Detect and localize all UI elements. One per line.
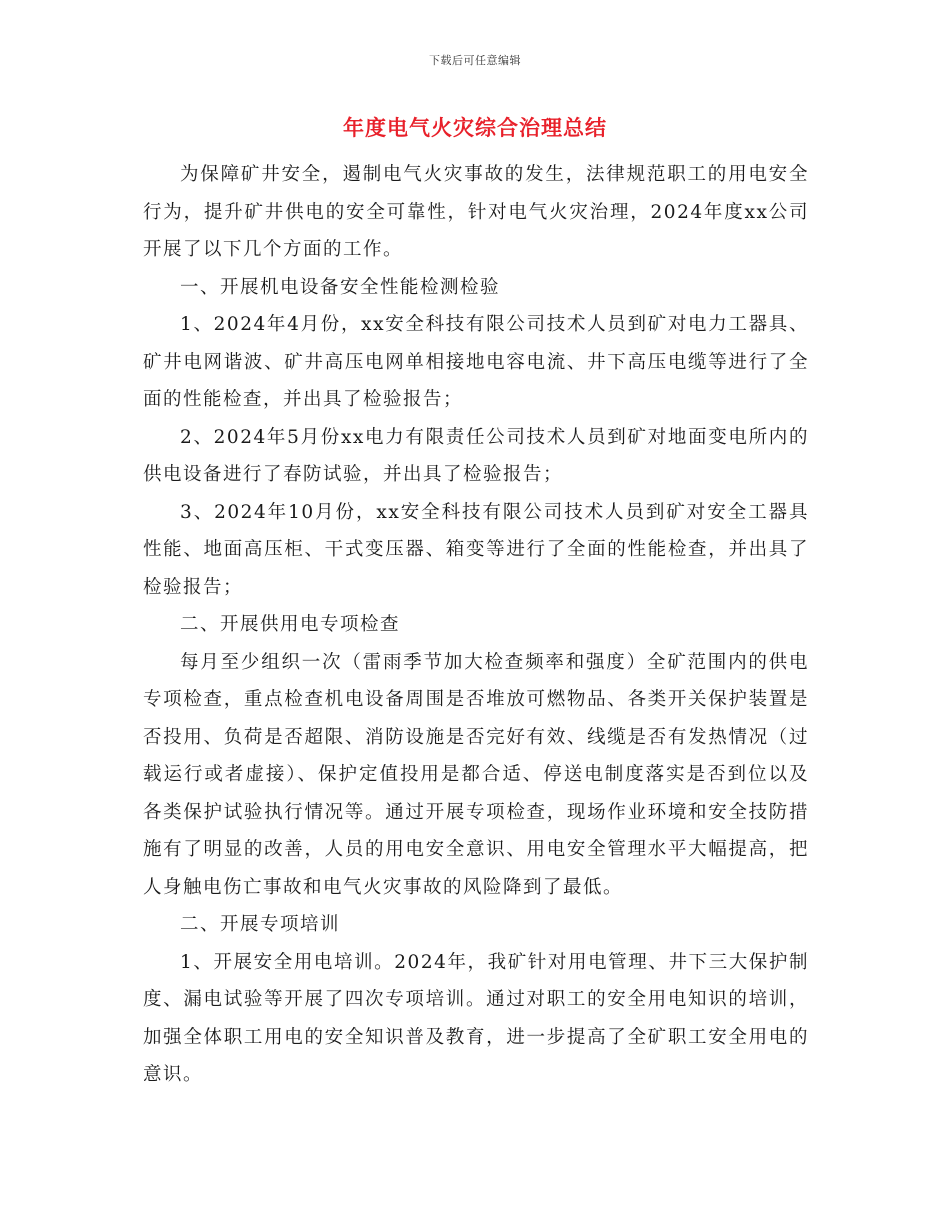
page-header: 下载后可任意编辑 xyxy=(429,54,521,67)
section-heading-special-check: 二、开展供用电专项检查 xyxy=(180,614,401,635)
document-title: 年度电气火灾综合治理总结 xyxy=(343,115,607,140)
paragraph-special-check: 每月至少组织一次（雷雨季节加大检查频率和强度）全矿范围内的供电专项检查，重点检查机电设备周围是否堆放可燃物品、各类开关保护装置是否投用、负荷是否超限、消防设施是否完好有效、线缆是否有发热情况（过载运行或者虚接）、保护定值投用是都合适、停送电制度落实是否到位以及各类保护试验执行情况等。通过开展专项检查，现场作业环境和安全技防措施有了明显的改善，人员的用电安全意识、用电安全管理水平大幅提高，把人身触电伤亡事故和电气火灾事故的风险降到了最低。 xyxy=(143,651,809,898)
section-heading-inspection: 一、开展机电设备安全性能检测检验 xyxy=(180,276,501,298)
document-body xyxy=(143,156,809,1094)
paragraph-intro: 为保障矿井安全，遏制电气火灾事故的发生，法律规范职工的用电安全行为，提升矿井供电的安全可靠性，针对电气火灾治理，2024年度xx公司开展了以下几个方面的工作。 xyxy=(143,164,809,260)
section-heading-training: 二、开展专项培训 xyxy=(180,914,341,935)
paragraph-item-3: 3、2024年10月份，xx安全科技有限公司技术人员到矿对安全工器具性能、地面高压柜、干式变压器、箱变等进行了全面的性能检查，并出具了检验报告； xyxy=(143,501,809,598)
paragraph-item-2: 2、2024年5月份xx电力有限责任公司技术人员到矿对地面变电所内的供电设备进行了春防试验，并出具了检验报告； xyxy=(143,426,809,485)
paragraph-training-1: 1、开展安全用电培训。2024年，我矿针对用电管理、井下三大保护制度、漏电试验等开展了四次专项培训。通过对职工的安全用电知识的培训，加强全体职工用电的安全知识普及教育，进一步提高了全矿职工安全用电的意识。 xyxy=(143,951,809,1085)
paragraph-item-1: 1、2024年4月份，xx安全科技有限公司技术人员到矿对电力工器具、矿井电网谐波、矿井高压电网单相接地电容电流、井下高压电缆等进行了全面的性能检查，并出具了检验报告； xyxy=(143,314,809,410)
